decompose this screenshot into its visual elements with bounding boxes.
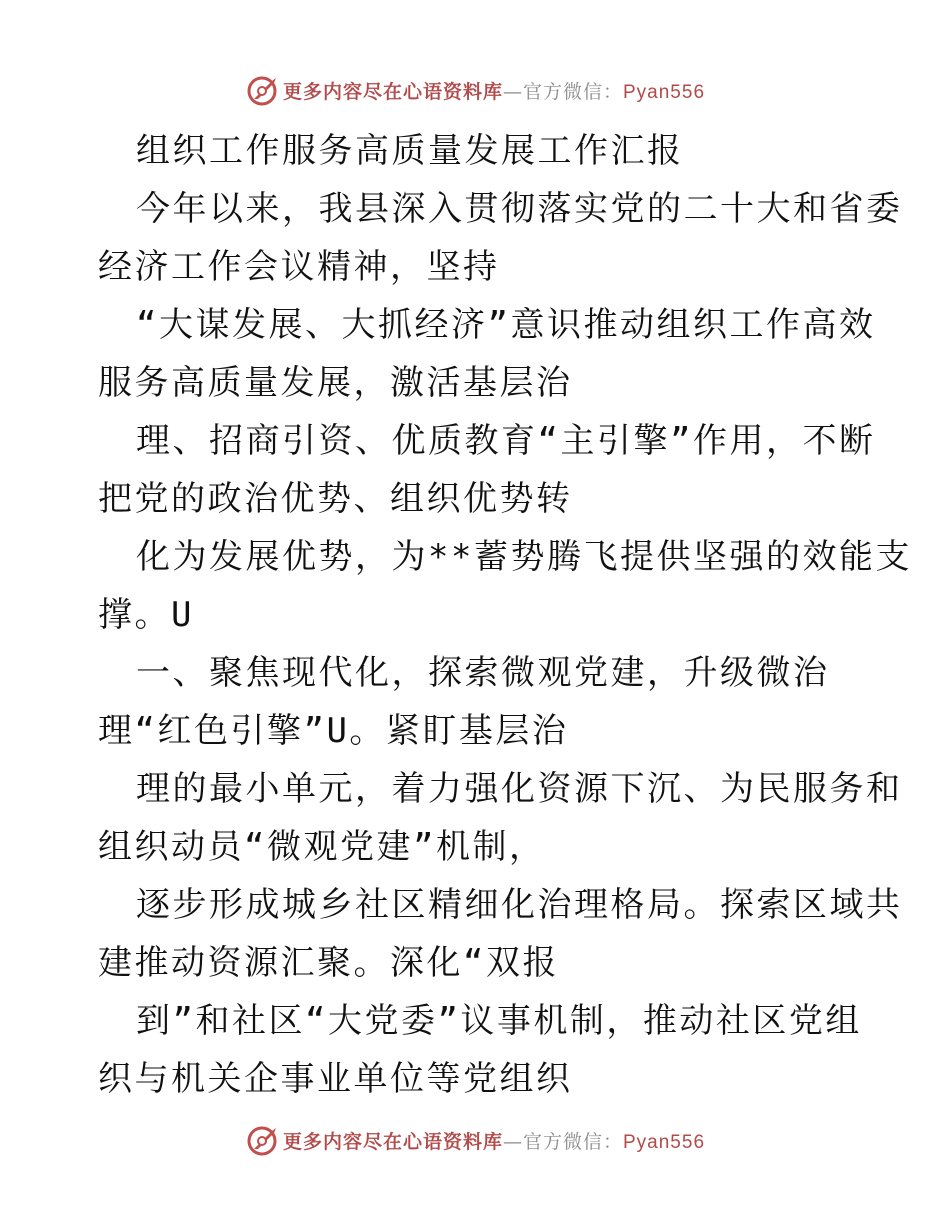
header-banner [0,68,950,112]
text-line: 理“红色引擎”U。紧盯基层治 [98,711,569,751]
text-line: 理、招商引资、优质教育“主引擎”作用，不断 [136,421,876,461]
text-line: 把党的政治优势、组织优势转 [98,479,573,519]
banner-text [283,77,705,104]
banner-text [283,1127,705,1154]
text-line: 建推动资源汇聚。深化“双报 [98,943,559,983]
banner-wechat-id: Pyan556 [623,1131,706,1153]
pen-logo-icon [245,72,281,108]
document-title: 组织工作服务高质量发展工作汇报 [136,131,684,171]
text-line: “大谋发展、大抓经济”意识推动组织工作高效 [136,305,876,345]
text-line: 织与机关企事业单位等党组织 [98,1059,573,1099]
text-line: 服务高质量发展，激活基层治 [98,363,573,403]
text-line: 今年以来，我县深入贯彻落实党的二十大和省委 [136,189,903,229]
text-line: 到”和社区“大党委”议事机制，推动社区党组 [136,1001,862,1041]
banner-title: 更多内容尽在心语资料库 [282,80,503,103]
text-line: 撑。U [98,595,194,635]
banner-wechat-label: —官方微信： [502,1130,623,1153]
pen-logo-icon [245,1122,281,1158]
banner-title: 更多内容尽在心语资料库 [282,1130,503,1153]
text-line: 理的最小单元，着力强化资源下沉、为民服务和 [136,769,903,809]
banner-wechat-label: —官方微信： [502,80,623,103]
document-body [98,122,912,1108]
footer-banner [0,1118,950,1162]
banner-wechat-id: Pyan556 [623,81,706,103]
text-line: 逐步形成城乡社区精细化治理格局。探索区域共 [136,885,903,925]
section-heading: 一、聚焦现代化，探索微观党建，升级微治 [136,653,830,693]
text-line: 化为发展优势，为**蓄势腾飞提供坚强的效能支 [136,537,912,577]
text-line: 经济工作会议精神，坚持 [98,247,500,287]
text-line: 组织动员“微观党建”机制， [98,827,546,867]
